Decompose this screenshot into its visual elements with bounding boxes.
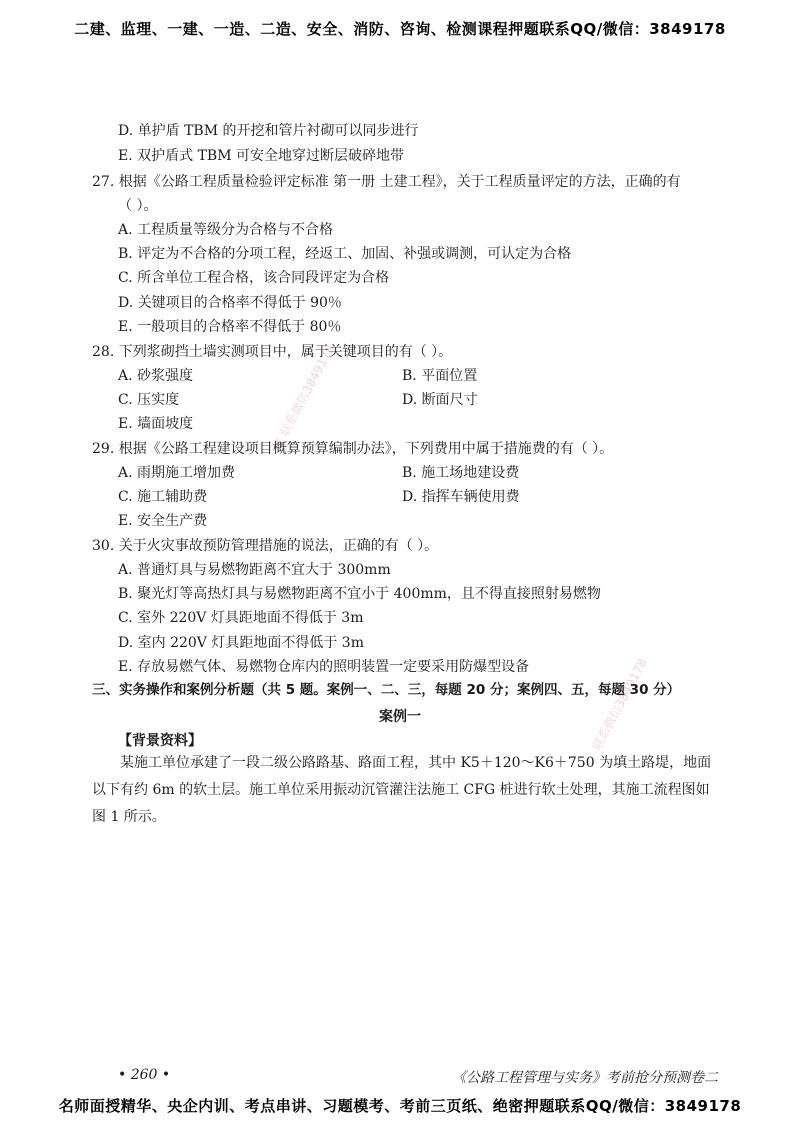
option-28-a: A. 砂浆强度	[118, 368, 194, 384]
question-27-stem-cont: （ ）。	[118, 198, 158, 214]
option-27-c: C. 所含单位工程合格，该合同段评定为合格	[118, 270, 390, 286]
option-29-b: B. 施工场地建设费	[402, 465, 520, 481]
watermark: 群 联系微信3849178	[269, 342, 338, 453]
option-27-d: D. 关键项目的合格率不得低于 90％	[118, 295, 342, 311]
option-27-e: E. 一般项目的合格率不得低于 80％	[118, 319, 342, 335]
question-27-stem: 27. 根据《公路工程质量检验评定标准 第一册 土建工程》，关于工程质量评定的方法，正确的有	[92, 174, 681, 190]
option-30-d: D. 室内 220V 灯具距地面不得低于 3m	[118, 635, 364, 651]
option-29-a: A. 雨期施工增加费	[118, 465, 236, 481]
option-26-d: D. 单护盾 TBM 的开挖和管片衬砌可以同步进行	[118, 123, 419, 139]
option-29-d: D. 指挥车辆使用费	[402, 489, 520, 505]
background-paragraph: 某施工单位承建了一段二级公路路基、路面工程，其中 K5＋120～K6＋750 为填土路堤，地面以下有约 6m 的软土层。施工单位采用振动沉管灌注法施工 CFG 桩进行软土处理，其施工流程图如图 1 所示。	[92, 755, 712, 825]
section-title: 三、实务操作和案例分析题（共 5 题。案例一、二、三，每题 20 分；案例四、五，每题 30 分）	[92, 682, 681, 698]
option-30-a: A. 普通灯具与易燃物距离不宜大于 300mm	[118, 562, 391, 578]
option-30-e: E. 存放易燃气体、易燃物仓库内的照明装置一定要采用防爆型设备	[118, 659, 530, 675]
background-label: 【背景资料】	[118, 733, 202, 749]
option-29-e: E. 安全生产费	[118, 513, 208, 529]
option-30-b: B. 聚光灯等高热灯具与易燃物距离不宜小于 400mm，且不得直接照射易燃物	[118, 586, 601, 602]
footer-banner: 名师面授精华、央企内训、考点串讲、习题模考、考前三页纸、绝密押题联系QQ/微信：3849178	[58, 1097, 742, 1115]
running-title: 《公路工程管理与实务》考前抢分预测卷二	[452, 1070, 718, 1086]
option-30-c: C. 室外 220V 灯具距地面不得低于 3m	[118, 610, 364, 626]
question-29-stem: 29. 根据《公路工程建设项目概算预算编制办法》，下列费用中属于措施费的有（ ）。	[92, 441, 614, 457]
question-30-stem: 30. 关于火灾事故预防管理措施的说法，正确的有（ ）。	[92, 538, 439, 554]
header-banner: 二建、监理、一建、一造、二造、安全、消防、咨询、检测课程押题联系QQ/微信：3849178	[74, 20, 726, 38]
case-title: 案例一	[379, 709, 421, 725]
option-26-e: E. 双护盾式 TBM 可安全地穿过断层破碎地带	[118, 148, 404, 164]
option-28-b: B. 平面位置	[402, 368, 478, 384]
watermark: 联系微信3849178	[589, 656, 650, 753]
option-29-c: C. 施工辅助费	[118, 489, 208, 505]
question-28-stem: 28. 下列浆砌挡土墙实测项目中，属于关键项目的有（ ）。	[92, 344, 453, 360]
option-27-b: B. 评定为不合格的分项工程，经返工、加固、补强或调测，可认定为合格	[118, 246, 572, 262]
option-28-d: D. 断面尺寸	[402, 392, 478, 408]
option-28-e: E. 墙面坡度	[118, 416, 194, 432]
page-number: • 260 •	[118, 1067, 171, 1083]
option-28-c: C. 压实度	[118, 392, 180, 408]
option-27-a: A. 工程质量等级分为合格与不合格	[118, 222, 334, 238]
